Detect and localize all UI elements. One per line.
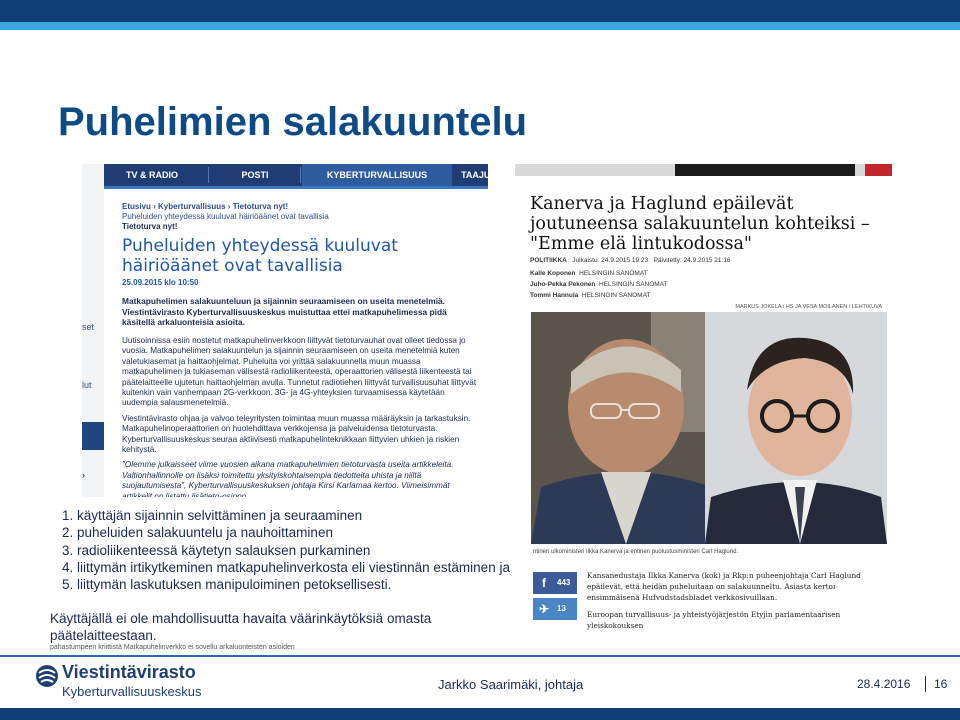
breadcrumb-current: Puheluiden yhteydessä kuuluvat häiriöäänet ovat tavallisia xyxy=(122,212,329,221)
threat-list xyxy=(62,507,510,593)
nav-tab-taajuudet[interactable]: TAAJUU xyxy=(461,170,497,180)
side-text: lut xyxy=(82,380,92,390)
article-paragraph: Kansanedustaja Ilkka Kanerva (kok) ja Rkp:n puheenjohtaja Carl Haglund epäilevät, että heidän puheluitaan on salakuunneltu. Asiasta kertoi ensimmäisenä Hufvudstadsbladet verkkosivuillaan. xyxy=(587,571,861,602)
facebook-count: 443 xyxy=(557,578,571,587)
author-org: HELSINGIN SANOMAT xyxy=(581,292,651,299)
portrait-illustration xyxy=(531,312,715,544)
twitter-share-button[interactable] xyxy=(533,598,577,620)
footer-divider xyxy=(0,655,960,657)
nav-tab-kyberturvallisuus[interactable]: KYBERTURVALLISUUS xyxy=(302,164,452,186)
right-article-screenshot xyxy=(515,164,892,630)
author-name[interactable]: Juho-Pekka Pekonen xyxy=(530,281,596,288)
photo-caption: ntinen ulkoministeri Ilkka Kanerva ja entinen puolustusministeri Carl Haglund. xyxy=(533,549,739,555)
nav-separator xyxy=(300,167,301,183)
article-body xyxy=(587,570,887,631)
logo-subtitle: Kyberturvallisuuskeskus xyxy=(62,684,202,699)
twitter-count: 13 xyxy=(557,604,566,613)
article-lead: Matkapuhelimen salakuunteluun ja sijainnin seuraamiseen on useita menetelmiä. Viestintävirasto Kyberturvallisuuskeskus muistuttaa ettei matkapuhelimessa pidä käsitellä arkaluonteisia asioita. xyxy=(122,296,447,327)
article-date: 25.09.2015 klo 10:50 xyxy=(122,278,199,287)
side-arrow-icon: › xyxy=(82,470,85,480)
section-label: POLITIIKKA xyxy=(530,257,567,264)
side-box xyxy=(82,422,104,450)
article-paragraph: Viestintävirasto ohjaa ja valvoo teleyritysten toimintaa muun muassa määräyksin ja tarkastuksin. Matkapuhelinoperaattorien on huolehdittava verkkojensa ja palveluidensa tietoturvasta. Kyberturvallisuuskeskus seuraa aktiivisesti matkapuhelinteknikkaan liittyvien uhkien ja riskien kehitystä. xyxy=(122,413,471,455)
top-bar xyxy=(0,0,960,22)
breadcrumb[interactable]: Etusivu › Kyberturvallisuus › Tietoturva nyt! xyxy=(122,202,289,211)
nav-tab-tv-radio[interactable]: TV & RADIO xyxy=(125,170,178,180)
threat-list-inner xyxy=(44,497,514,651)
page-number: 16 xyxy=(934,677,948,691)
article-headline: Kanerva ja Haglund epäilevät joutuneensa salakuuntelun kohteiksi – "Emme elä lintukodossa" xyxy=(530,194,870,254)
portrait-illustration xyxy=(705,312,887,544)
nav-tab-posti[interactable]: POSTI xyxy=(241,170,269,180)
author-name[interactable]: Tommi Hannula xyxy=(530,292,579,299)
article-paragraph: Uutisoinnissa esiin nostetut matkapuhelinverkkoon liittyvät tietoturvauhat ovat olleet tiedossa jo vuosia. Matkapuhelimen salakuuntelun ja sijainnin seuraamiseen on useita menetelmiä kuten valetukiasemat ja haittaohjelmat. Puheluita voi yrittää salakuunnella muun muassa matkapuhelimen ja tukiaseman välisestä radioliikenteestä, operaattorien välisestä liikenteestä tai päätelaitteelle ujutetun haittaohjelman avulla. Tunnetut radiotiehen liittyvät turvallisuusuhat liittyvät kuitenkin vain vanhempaan 2G-verkkoon. 3G- ja 4G-yhteyksien turvaamisessa käytetään uudempia salausmenetelmiä. xyxy=(122,336,477,408)
twitter-icon: ✈ xyxy=(538,602,550,616)
author-line xyxy=(530,281,668,288)
header-dark-strip xyxy=(675,164,855,176)
list-item: 4. liittymän irtikytkeminen matkapuhelinverkosta eli viestinnän estäminen ja xyxy=(62,559,510,575)
article-body xyxy=(122,336,477,507)
nav-separator xyxy=(208,167,209,183)
list-footer: Käyttäjällä ei ole mahdollisuutta havaita väärinkäytöksiä omasta päätelaitteestaan. xyxy=(50,611,432,644)
article-dates xyxy=(530,257,731,264)
top-accent-bar xyxy=(0,22,960,30)
facebook-icon: f xyxy=(542,576,546,590)
author-line xyxy=(530,292,650,299)
left-article-screenshot xyxy=(82,164,497,498)
author-line xyxy=(530,270,648,277)
viestintavirasto-logo-icon xyxy=(35,664,59,688)
header-red-strip xyxy=(865,164,892,176)
article-paragraph: Euroopan turvallisuus- ja yhteistyöjärjestön Etyjin parlamentaarisen yleiskokouksen xyxy=(587,610,841,630)
nav-underline xyxy=(104,186,488,189)
author-name[interactable]: Kalle Koponen xyxy=(530,270,576,277)
article-headline: Puheluiden yhteydessä kuuluvat häiriöäänet ovat tavallisia xyxy=(122,236,398,276)
section-label: Tietoturva nyt! xyxy=(122,222,178,231)
facebook-share-button[interactable] xyxy=(533,572,577,594)
bottom-bar xyxy=(0,708,960,720)
slide-title: Puhelimien salakuuntelu xyxy=(58,100,528,144)
side-text: set xyxy=(82,322,95,332)
cutoff-text: pahastumpeen kriittistä Matkapuhelinverkko ei sovellu arkaluonteisten asioiden xyxy=(50,644,295,651)
footer-date: 28.4.2016 xyxy=(857,677,911,691)
list-item: 2. puheluiden salakuuntelu ja nauhoittaminen xyxy=(62,525,333,541)
list-item: 3. radioliikenteessä käytetyn salauksen purkaminen xyxy=(62,542,371,558)
published-date: Julkaistu: 24.9.2015 19:23 xyxy=(572,257,649,264)
site-nav xyxy=(104,164,497,186)
threat-list-panel xyxy=(36,497,556,651)
photo-credit: MARKUS JOKELA / HS JA VESA MOILANEN / LEHTIKUVA xyxy=(735,304,882,310)
author-org: HELSINGIN SANOMAT xyxy=(579,270,648,277)
list-item: 1. käyttäjän sijainnin selvittäminen ja seuraaminen xyxy=(62,508,363,523)
logo-name: Viestintävirasto xyxy=(62,662,196,682)
article-quote: "Olemme julkaisseet viime vuosien aikana matkapuhelimien tietoturvasta useita artikkeleita. Valtionhallinnolle on lisäksi toimitettu yksityiskohtaisempia tiedotteita uhista ja niiltä suojautumisesta", Kyberturvallisuuskeskuksen johtaja Kirsi Karlamaa kertoo. Viimeisimmät xyxy=(122,460,454,491)
photo-haglund xyxy=(705,312,887,544)
list-item: 5. liittymän laskutuksen manipuloiminen petoksellisesti. xyxy=(62,577,392,593)
footer-separator xyxy=(925,676,926,692)
presenter-name: Jarkko Saarimäki, johtaja xyxy=(438,677,584,692)
photo-kanerva xyxy=(531,312,715,544)
updated-date: Päivitetty: 24.9.2015 21:16 xyxy=(653,257,731,264)
author-org: HELSINGIN SANOMAT xyxy=(599,281,668,288)
